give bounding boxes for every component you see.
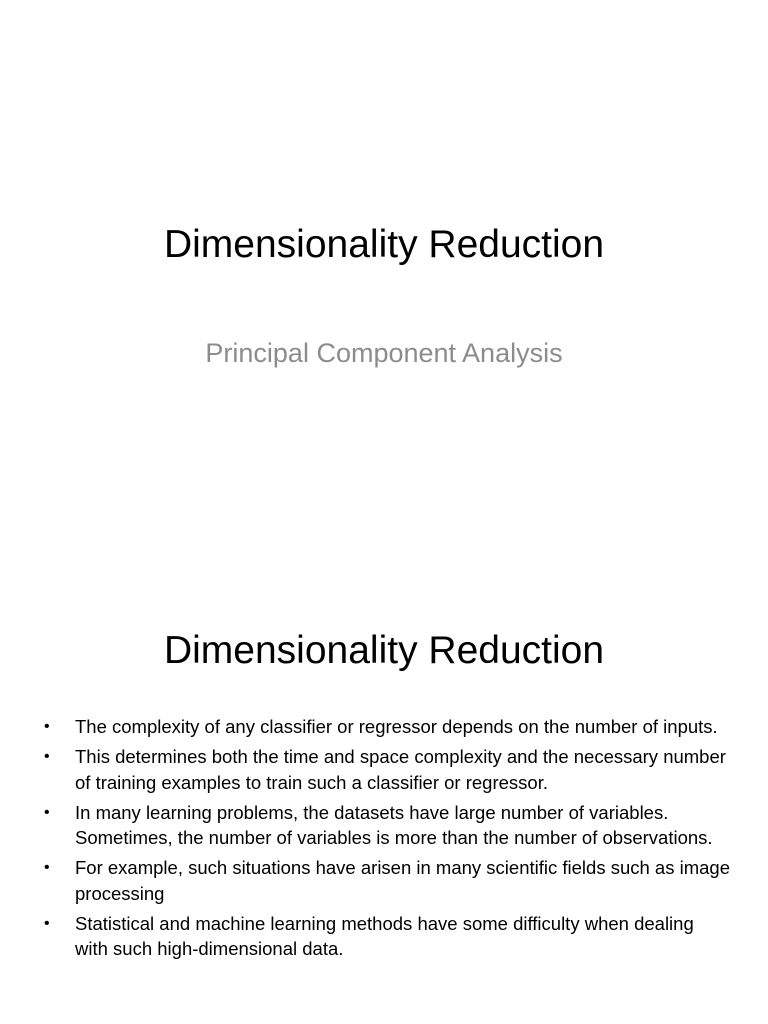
slide-title: Dimensionality Reduction (163, 223, 605, 266)
bullet-icon: • (44, 748, 50, 765)
bullet-item (40, 911, 730, 962)
slide-title: Dimensionality Reduction (163, 629, 605, 672)
slide-subtitle: Principal Component Analysis (205, 338, 563, 368)
content-slide (0, 576, 768, 1024)
bullet-text: Statistical and machine learning methods have some difficulty when dealing with such high-dimensional data. (75, 912, 694, 959)
bullet-icon: • (44, 859, 50, 876)
bullet-icon: • (44, 914, 50, 932)
bullet-list (40, 714, 730, 966)
bullet-item (40, 800, 730, 851)
bullet-text: The complexity of any classifier or regressor depends on the number of inputs. (75, 716, 718, 737)
bullet-item (40, 855, 730, 906)
bullet-text: For example, such situations have arisen in many scientific fields such as image processing (75, 857, 730, 904)
bullet-item (40, 714, 730, 740)
bullet-item (40, 744, 730, 795)
bullet-icon: • (44, 803, 50, 821)
bullet-text: In many learning problems, the datasets have large number of variables. Sometimes, the number of variables is more than the number of observations. (75, 801, 713, 848)
bullet-text: This determines both the time and space complexity and the necessary number of training examples to train such a classifier or regressor. (75, 746, 726, 793)
bullet-icon: • (44, 718, 50, 735)
